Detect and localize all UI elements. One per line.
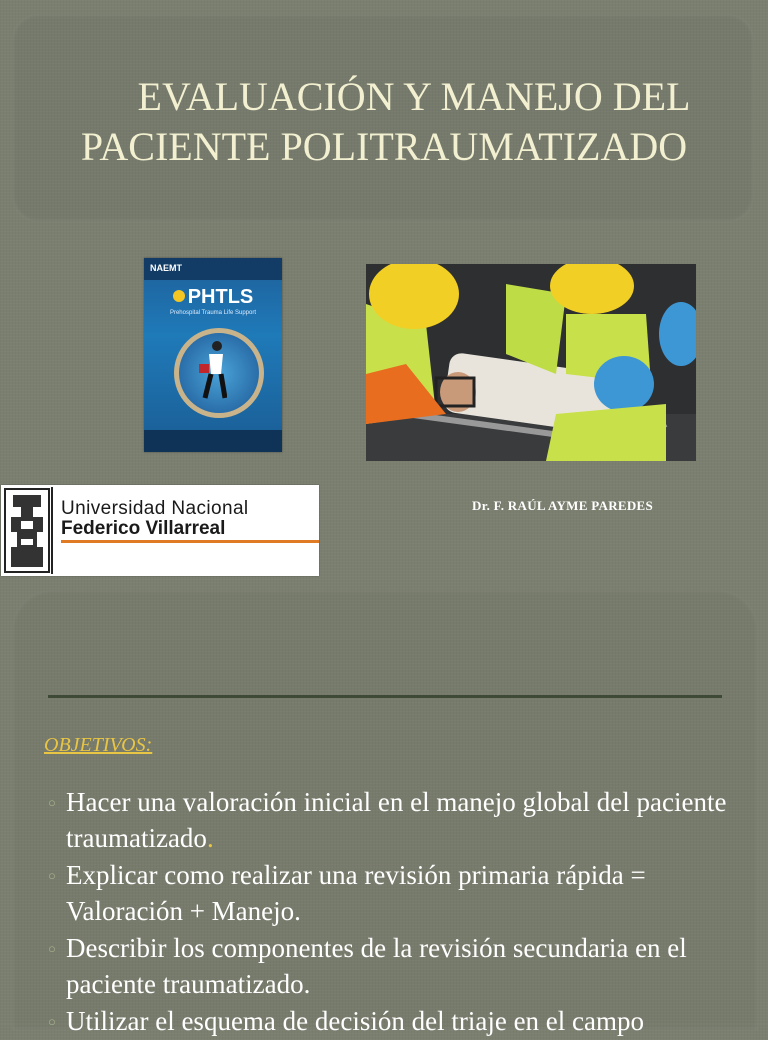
phtls-book-cover <box>144 258 282 452</box>
author-name: Dr. F. RAÚL AYME PAREDES <box>472 498 654 513</box>
bullet-icon: ○ <box>48 868 56 883</box>
slide-title <box>20 72 748 172</box>
title-line-1: EVALUACIÓN Y MANEJO DEL <box>137 74 691 119</box>
divider <box>48 695 722 698</box>
logo-line-2: Federico Villarreal <box>61 518 226 539</box>
list-item: ○ Explicar como realizar una revisión primaria rápida = Valoración + Manejo. <box>48 860 646 926</box>
paramedic-figure-icon <box>199 340 227 400</box>
book-title: PHTLS <box>144 286 282 309</box>
list-item: ○ Hacer una valoración inicial en el manejo global del paciente traumatizado. <box>48 787 727 853</box>
university-emblem-icon <box>3 487 53 574</box>
bullet-icon: ○ <box>48 795 56 810</box>
bullet-icon: ○ <box>48 941 56 956</box>
objectives-list <box>44 784 734 1040</box>
list-item: ○ Utilizar el esquema de decisión del triaje en el campo <box>44 1003 734 1039</box>
naemt-label: NAEMT <box>150 263 182 273</box>
logo-line-1: Universidad Nacional <box>61 498 249 519</box>
university-logo <box>1 485 319 576</box>
list-item: ○ Describir los componentes de la revisión secundaria en el paciente traumatizado. <box>48 933 687 999</box>
rescue-scene-photo <box>366 264 696 461</box>
objectives-slide <box>0 584 768 1036</box>
book-subtitle: Prehospital Trauma Life Support <box>169 310 257 316</box>
objectives-heading: OBJETIVOS: <box>44 734 153 756</box>
bullet-icon: ○ <box>48 1014 56 1029</box>
title-line-2: PACIENTE POLITRAUMATIZADO <box>80 124 688 169</box>
